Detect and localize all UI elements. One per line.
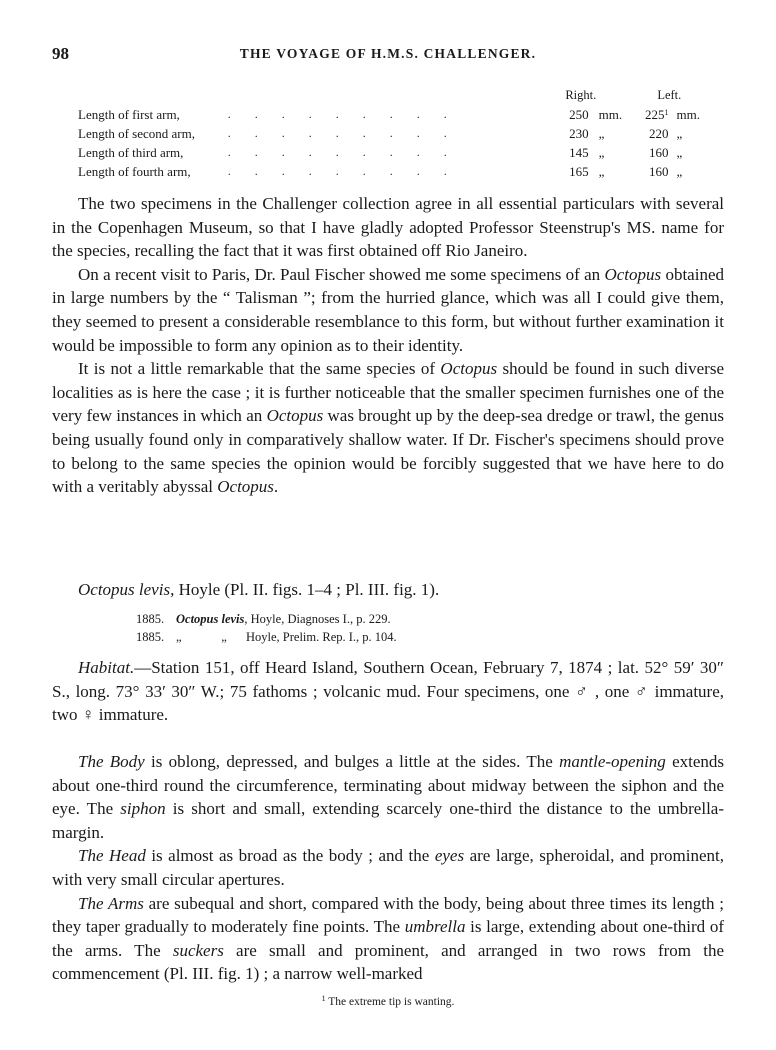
- synonymy-entry: 1885. Octopus levis, Hoyle, Diagnoses I., p. 229.: [136, 612, 391, 626]
- paragraph-body: The Body is oblong, depressed, and bulges a little at the sides. The mantle-opening extends about one-third round the circumference, terminating about midway between the siphon and the eye. The siphon is short and small, extending scarcely one-third the distance to the umbrella-margin.: [52, 752, 724, 842]
- column-header-left: Left.: [657, 88, 682, 102]
- right-unit: „: [598, 126, 605, 141]
- arm-length-table: [78, 86, 700, 181]
- synonymy-list: [136, 610, 696, 646]
- leader-dots: . . . . . . . . .: [227, 107, 447, 121]
- left-unit: „: [676, 164, 683, 179]
- left-value: 160: [649, 145, 669, 160]
- row-label: Length of third arm,: [78, 145, 184, 160]
- page-number: 98: [52, 44, 69, 63]
- footnote-mark: 1: [321, 994, 326, 1003]
- paragraph-localities: It is not a little remarkable that the same species of Octopus should be found in such diverse localities as is here the case ; it is further noticeable that the smaller specimen furnishes one of the very few instances in which an Octopus was brought up by the deep-sea dredge or trawl, the genus being usually found only in comparatively shallow water. If Dr. Fischer's specimens should prove to belong to the same species the opinion would be forcibly suggested that we have here to do with a veritably abyssal Octopus.: [52, 359, 724, 497]
- leader-dots: . . . . . . . . .: [227, 164, 447, 178]
- paragraph-head: The Head is almost as broad as the body ; and the eyes are large, spheroidal, and prominent, with very small circular apertures.: [52, 846, 724, 889]
- table-row: [78, 124, 700, 143]
- running-title: THE VOYAGE OF H.M.S. CHALLENGER.: [239, 46, 537, 61]
- species-heading: Octopus levis, Hoyle (Pl. II. figs. 1–4 ; Pl. III. fig. 1).: [78, 580, 440, 599]
- left-value: 220: [649, 126, 669, 141]
- right-value: 145: [569, 145, 589, 160]
- right-value: 165: [569, 164, 589, 179]
- left-value: 160: [649, 164, 669, 179]
- running-head: [52, 44, 724, 68]
- column-header-right: Right.: [565, 88, 597, 102]
- synonymy-entry: 1885. „ „ Hoyle, Prelim. Rep. I., p. 104.: [136, 630, 397, 644]
- genus-name: Octopus: [266, 406, 324, 426]
- table-row: [78, 105, 700, 124]
- right-unit: „: [598, 145, 605, 160]
- species-name: Octopus levis: [78, 580, 171, 599]
- table-header-row: [78, 86, 700, 105]
- right-value: 250: [569, 107, 589, 122]
- habitat-section: [52, 656, 724, 727]
- row-label: Length of fourth arm,: [78, 164, 191, 179]
- genus-name: Octopus: [604, 264, 662, 284]
- paragraph-paris-visit: On a recent visit to Paris, Dr. Paul Fischer showed me some specimens of an Octopus obtained in large numbers by the “ Talisman ”; from the hurried glance, which was all I could give them, they seemed to present a considerable resemblance to this form, but without further examination it would be impossible to form any opinion as to their identity.: [52, 264, 724, 355]
- left-unit: mm.: [676, 107, 700, 122]
- paragraph-specimens: The two specimens in the Challenger collection agree in all essential particulars with several in the Copenhagen Museum, so that I have gladly adopted Professor Steenstrup's MS. name for the species, recalling the fact that it was first obtained off Rio Janeiro.: [52, 194, 724, 261]
- left-unit: „: [676, 145, 683, 160]
- left-value: $225^1$: [645, 107, 669, 122]
- habitat-label: Habitat.: [78, 658, 135, 677]
- footnote-ref: 1: [664, 108, 669, 117]
- paragraph-habitat: Habitat.—Station 151, off Heard Island, Southern Ocean, February 7, 1874 ; lat. 52° 59′ 30″ S., long. 73° 33′ 30″ W.; 75 fathoms ; volcanic mud. Four specimens, one ♂ , one ♂ immature, two ♀ immature.: [52, 658, 724, 725]
- right-unit: mm.: [598, 107, 623, 122]
- paragraph-arms: The Arms are subequal and short, compared with the body, being about three times its length ; they taper gradually to moderately fine points. The umbrella is large, extending about one-third of the arms. The suckers are small and prominent, and arranged in two rows from the commencement (Pl. III. fig. 1) ; a narrow well-marked: [52, 893, 724, 984]
- leader-dots: . . . . . . . . .: [227, 126, 447, 140]
- table-row: [78, 143, 700, 162]
- leader-dots: . . . . . . . . .: [227, 145, 447, 159]
- left-unit: „: [676, 126, 683, 141]
- discussion-section: [52, 192, 724, 499]
- table-row: [78, 162, 700, 181]
- genus-name: Octopus: [217, 477, 274, 497]
- footnote: $^1$ The extreme tip is wanting.: [321, 994, 455, 1008]
- description-section: [52, 750, 724, 986]
- row-label: Length of first arm,: [78, 107, 180, 122]
- right-value: 230: [569, 126, 589, 141]
- row-label: Length of second arm,: [78, 126, 195, 141]
- right-unit: „: [598, 164, 605, 179]
- genus-name: Octopus: [440, 359, 498, 379]
